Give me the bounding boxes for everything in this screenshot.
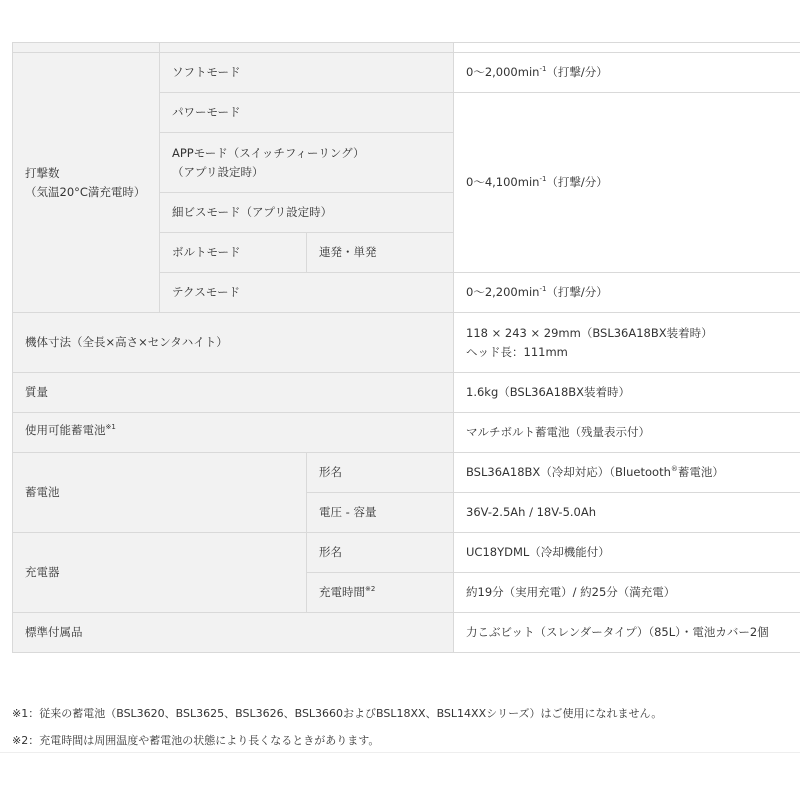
app-mode-line1: APPモード（スイッチフィーリング） [172, 145, 365, 160]
dimensions-line2: ヘッド長：111mm [466, 344, 568, 359]
accessories-label: 標準付属品 [13, 613, 454, 653]
shared-value-main: 0～4,100min [466, 175, 540, 189]
registered-mark: ® [670, 465, 678, 474]
charge-time-value: 約19分（実用充電）/ 約25分（満充電） [454, 573, 800, 613]
top-cell [160, 43, 454, 53]
power-mode-label: パワーモード [160, 93, 454, 133]
battery-label: 蓄電池 [13, 453, 307, 533]
tex-mode-label: テクスモード [160, 273, 454, 313]
usable-battery-text: 使用可能蓄電池 [25, 423, 106, 437]
mass-label: 質量 [13, 373, 454, 413]
battery-model-value [454, 453, 800, 493]
table-row [13, 613, 800, 653]
battery-voltage-label: 電圧 - 容量 [307, 493, 454, 533]
dimensions-label: 機体寸法（全長×高さ×センタハイト） [13, 313, 454, 373]
bolt-mode-label: ボルトモード [160, 233, 307, 273]
app-mode-line2: （アプリ設定時） [172, 164, 264, 179]
table-row [13, 533, 800, 573]
dimensions-value [454, 313, 800, 373]
shared-value-unit: （打撃/分） [546, 175, 608, 189]
strike-label-line1: 打撃数 [25, 165, 60, 180]
app-mode-label [160, 133, 454, 193]
dimensions-line1: 118 × 243 × 29mm（BSL36A18BX装着時） [466, 325, 713, 340]
soft-value-sup: -1 [539, 65, 547, 74]
charge-time-text: 充電時間 [319, 585, 365, 599]
footnote-1: ※1：従来の蓄電池（BSL3620、BSL3625、BSL3626、BSL3660およびBSL18XX、BSL14XXシリーズ）はご使用になれません。 [12, 707, 663, 720]
mass-value: 1.6kg（BSL36A18BX装着時） [454, 373, 800, 413]
charger-model-label: 形名 [307, 533, 454, 573]
tex-mode-value [454, 273, 800, 313]
table-row [13, 53, 800, 93]
usable-battery-label [13, 413, 454, 453]
shared-value-sup: -1 [539, 175, 547, 184]
charger-label: 充電器 [13, 533, 307, 613]
strike-count-label [13, 53, 160, 313]
table-row [13, 43, 800, 53]
charger-model-value: UC18YDML（冷却機能付） [454, 533, 800, 573]
shared-mode-value [454, 93, 800, 273]
table-row [13, 313, 800, 373]
battery-voltage-value: 36V-2.5Ah / 18V-5.0Ah [454, 493, 800, 533]
fine-screw-mode-label: 細ビスモード（アプリ設定時） [160, 193, 454, 233]
soft-mode-label: ソフトモード [160, 53, 454, 93]
table-row [13, 413, 800, 453]
battery-model-label: 形名 [307, 453, 454, 493]
tex-value-main: 0～2,200min [466, 285, 540, 299]
tex-value-sup: -1 [539, 285, 547, 294]
spec-table [12, 42, 800, 653]
battery-model-main: BSL36A18BX（冷却対応）（Bluetooth [466, 465, 671, 479]
table-row [13, 453, 800, 493]
soft-value-unit: （打撃/分） [546, 65, 608, 79]
table-row [13, 373, 800, 413]
tex-value-unit: （打撃/分） [546, 285, 608, 299]
charge-time-label [307, 573, 454, 613]
usable-battery-sup: ※1 [105, 423, 116, 432]
bolt-mode-sub: 連発・単発 [307, 233, 454, 273]
battery-model-suffix: 蓄電池） [677, 465, 724, 479]
top-cell [13, 43, 160, 53]
charge-time-sup: ※2 [365, 585, 376, 594]
accessories-value: 力こぶビット（スレンダータイプ）（85L）・電池カバー2個 [454, 613, 800, 653]
soft-mode-value [454, 53, 800, 93]
bottom-divider [0, 752, 800, 753]
footnote-2: ※2：充電時間は周囲温度や蓄電池の状態により長くなるときがあります。 [12, 734, 380, 747]
soft-value-main: 0～2,000min [466, 65, 540, 79]
usable-battery-value: マルチボルト蓄電池（残量表示付） [454, 413, 800, 453]
top-cell [454, 43, 800, 53]
strike-label-line2: （気温20°C満充電時） [25, 184, 146, 199]
